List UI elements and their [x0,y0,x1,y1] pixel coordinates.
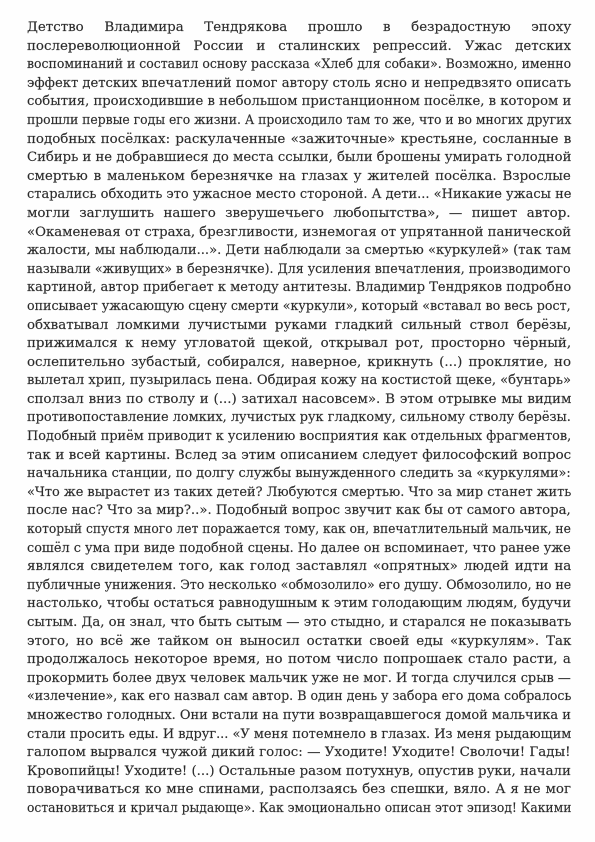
text-line: Кровопийцы! Уходите! (...) Остальные разом потухнув, опустив руки, начали [27,763,571,779]
text-line: публичные унижения. Это несколько «обмозолило» его душу. Обмозолило, но не [27,577,572,593]
text-line: подобных посёлках: раскулаченные «зажиточные» крестьяне, сосланные в [27,131,572,147]
text-line: противопоставление ломких, лучистых рук гладкому, сильному стволу берёзы. [27,410,571,426]
text-line: который спустя много лет поражается тому, как он, впечатлительный мальчик, не [27,522,571,538]
text-line: продолжалось некоторое время, но потом число попрошаек стало расти, а [27,652,571,668]
text-line: вылетал хрип, пузырилась пена. Обдирая кожу на костистой щеке, «бунтарь» [27,373,571,389]
text-line: могли заглушить нашего зверушечьего любопытства», — пишет автор. [27,205,571,221]
text-line: события, происходившие в небольшом пристанционном посёлке, в котором и [27,94,572,110]
text-line: Детство Владимира Тендрякова прошло в безрадостную эпоху [27,20,572,35]
text-line: «излечение», как его назвал сам автор. В один день у забора его дома собралось [27,689,572,705]
text-line: воспоминаний и составил основу рассказа «Хлеб для собаки». Возможно, именно [27,57,572,73]
text-line: множество голодных. Они встали на пути возвращавшегося домой мальчика и [27,707,571,723]
text-line: галопом вырвался чужой дикий голос: — Уходите! Уходите! Сволочи! Гады! [27,745,571,761]
text-line: сползал вниз по стволу и (...) затихал насовсем». В этом отрывке мы видим [27,391,572,407]
text-line: «Что же вырастет из таких детей? Любуются смертью. Что за мир станет жить [27,484,572,500]
text-line: этого, но всё же тайком он выносил остатки своей еды «куркулям». Так [27,633,572,649]
text-line: жалости, мы наблюдали...». Дети наблюдали за смертью «куркулей» (так там [27,243,571,259]
text-line: прокормить более двух человек мальчик уже не мог. И тогда случился срыв — [27,670,571,686]
text-line: Сибирь и не добравшиеся до места ссылки, были брошены умирать голодной [27,150,572,166]
text-line: называли «живущих» в березнячке). Для усиления впечатления, производимого [27,261,571,277]
text-line: обхватывал ломкими лучистыми руками гладкий сильный ствол берёзы, [27,317,572,333]
text-line: Подобный приём приводит к усилению восприятия как отдельных фрагментов, [27,429,572,445]
text-line: являлся свидетелем того, как голод заставлял «опрятных» людей идти на [27,559,572,575]
text-line: «Окаменевая от страха, брезгливости, изнемогая от упрятанной панической [27,224,572,240]
text-line: ослепительно зубастый, собирался, наверное, крикнуть (...) проклятие, но [27,354,572,370]
text-line: старались обходить это ужасное место стороной. А дети... «Никакие ужасы не [27,187,572,203]
text-line: прошли первые годы его жизни. А происходило там то же, что и во многих других [27,112,572,128]
text-line: так и всей картины. Вслед за этим описанием следует философский вопрос [27,447,572,463]
text-line: смертью в маленьком березнячке на глазах у жителей посёлка. Взрослые [27,168,571,184]
text-line: настолько, чтобы остаться равнодушным к этим голодающим людям, будучи [27,596,572,612]
text-line: прижимался к нему угловатой щекой, открывал рот, просторно чёрный, [27,336,572,352]
text-line: начальника станции, по долгу службы вынужденного следить за «куркулями»: [27,466,571,482]
text-line: послереволюционной России и сталинских репрессий. Ужас детских [27,38,572,54]
text-line: после нас? Что за мир?..». Подобный вопрос звучит как бы от самого автора, [27,503,571,519]
essay-text [27,19,571,819]
text-line: стали просить еды. И вдруг... «У меня потемнело в глазах. Из меня рыдающим [27,726,572,742]
text-line: картиной, автор прибегает к методу антитезы. Владимир Тендряков подробно [27,280,572,296]
text-line: эффект детских впечатлений помог автору столь ясно и непредвзято описать [27,75,572,91]
text-line: остановиться и кричал рыдающе». Как эмоционально описан этот эпизод! Какими [27,800,572,816]
text-line: сытым. Да, он знал, что быть сытым — это стыдно, и старался не показывать [27,615,572,630]
text-line: поворачиваться ко мне спинами, расползаясь без спешки, вяло. А я не мог [27,782,571,798]
text-line: сошёл с ума при виде подобной сцены. Но далее он вспоминает, что ранее уже [27,540,571,556]
text-line: описывает ужасающую сцену смерти «куркули», который «вставал во весь рост, [27,298,571,314]
